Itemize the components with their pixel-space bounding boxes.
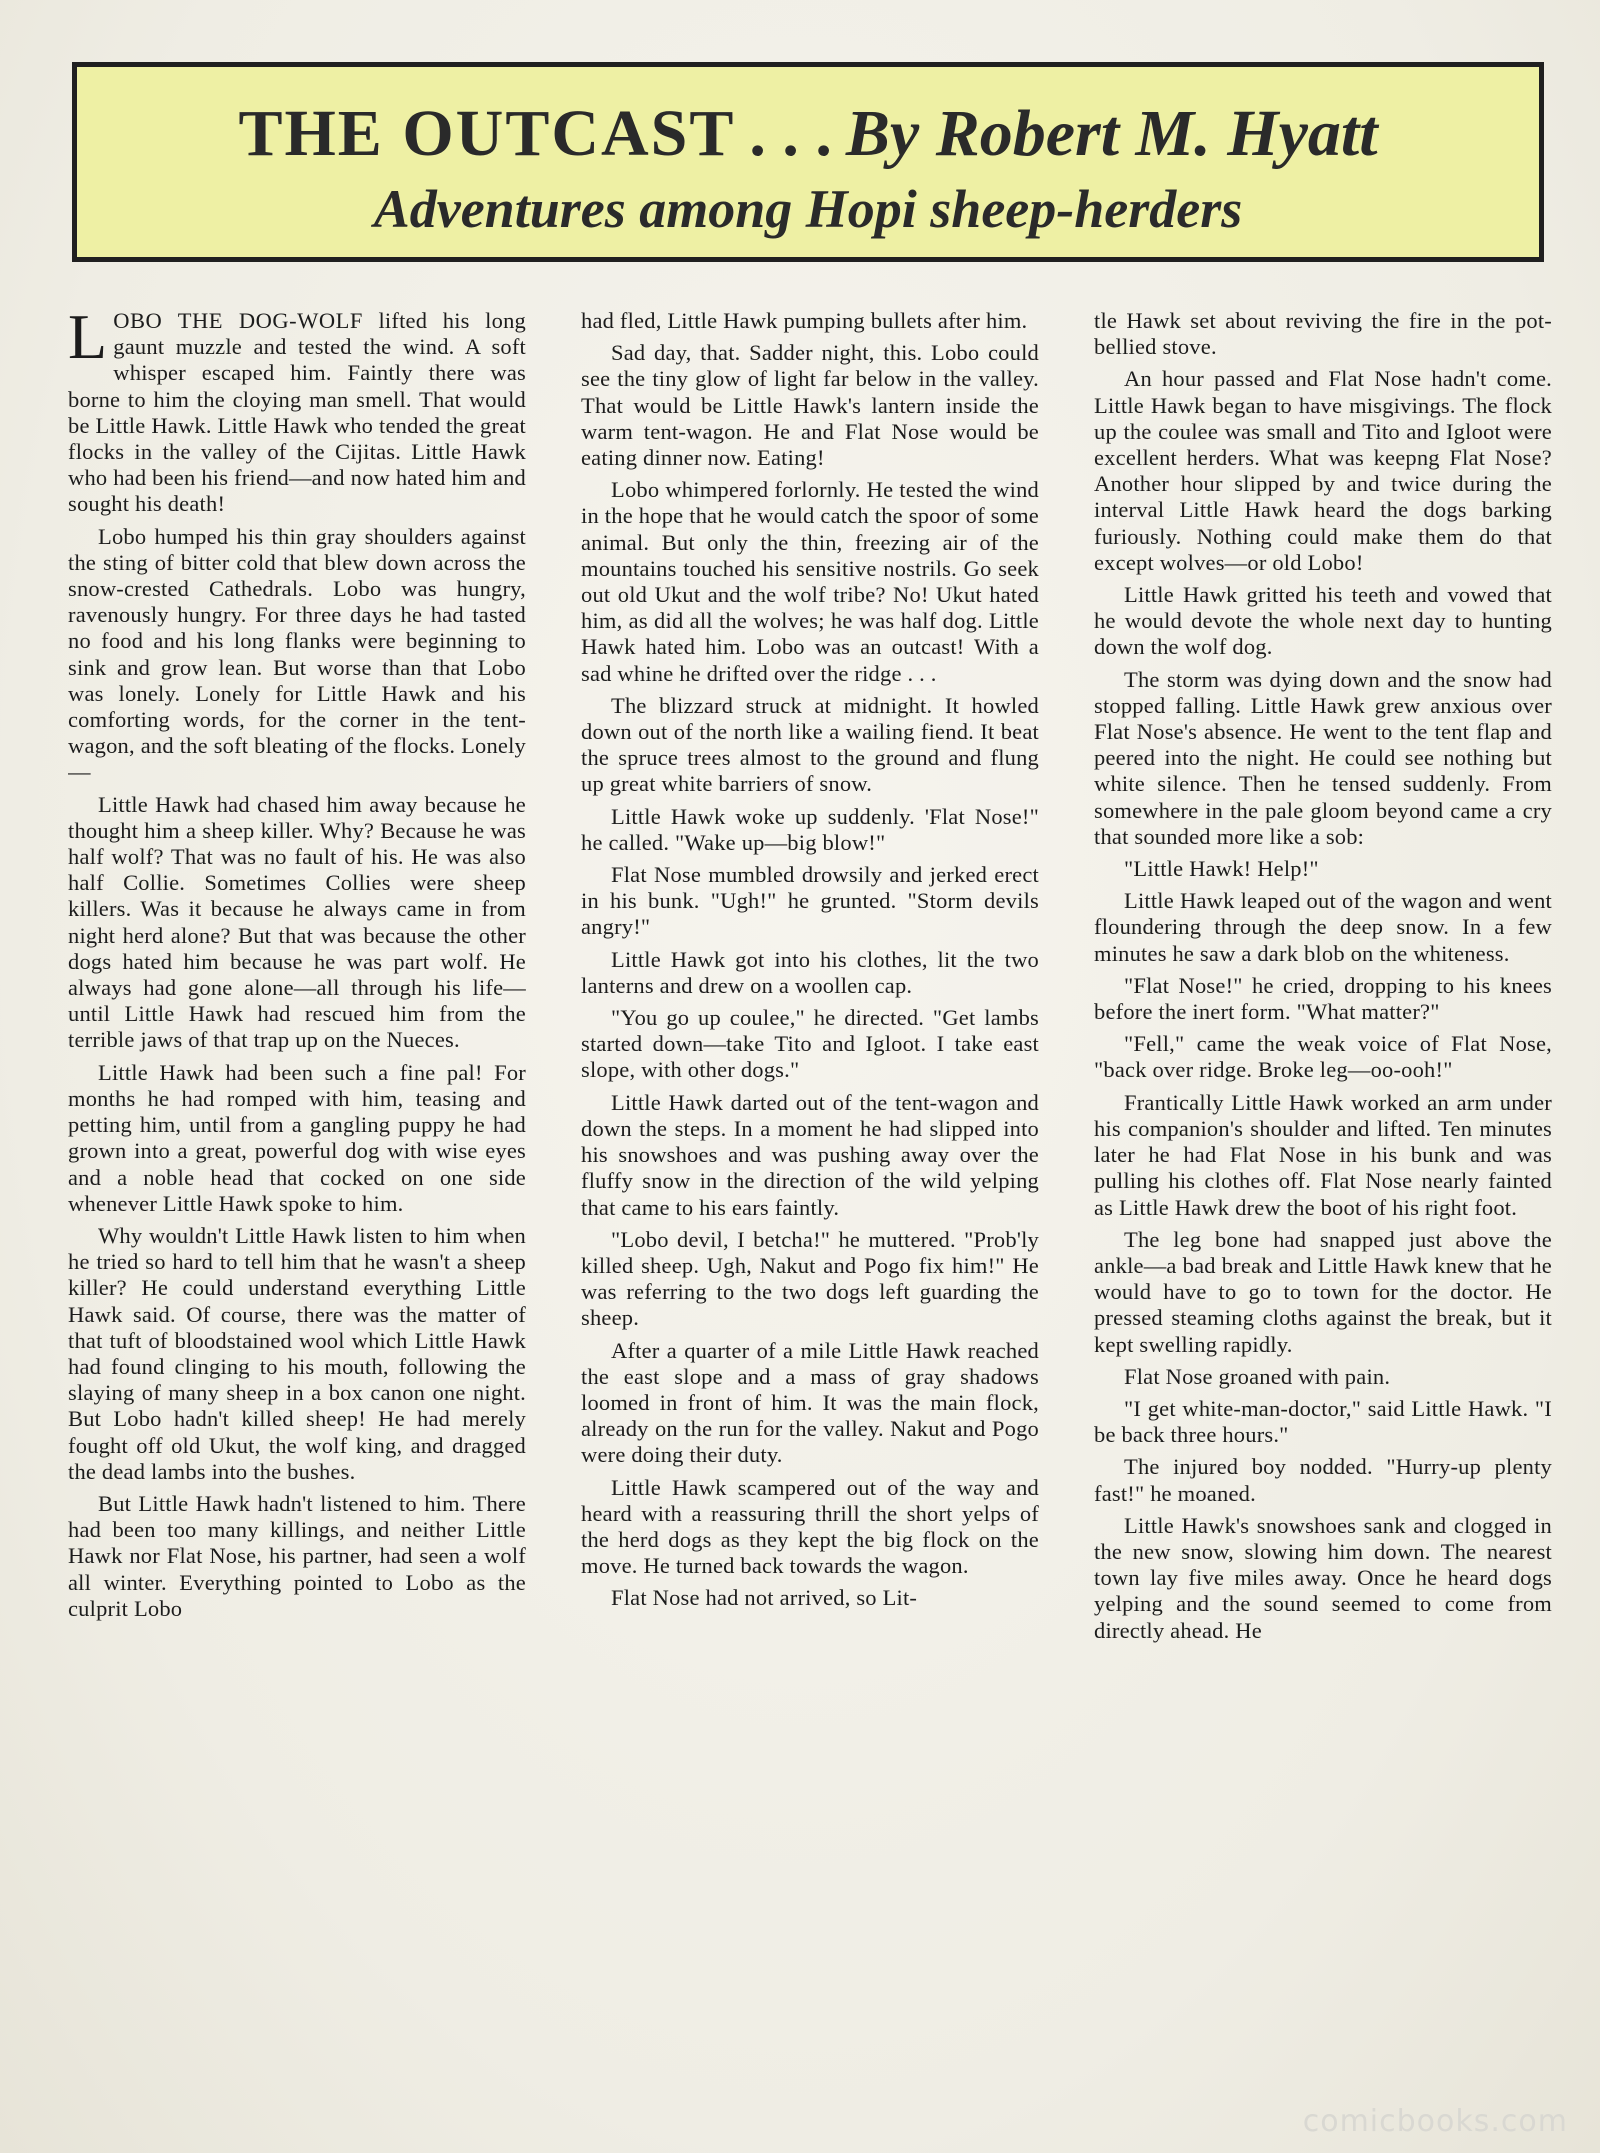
title-line xyxy=(77,97,1539,171)
paragraph: But Little Hawk hadn't listened to him. There had been too many killings, and neither Little Hawk nor Flat Nose, his partner, had seen a wolf all winter. Everything pointed to Lobo as the culprit Lobo xyxy=(68,1490,526,1621)
paragraph: "Flat Nose!" he cried, dropping to his knees before the inert form. "What matter?" xyxy=(1094,972,1552,1025)
paragraph: Little Hawk got into his clothes, lit the two lanterns and drew on a woollen cap. xyxy=(581,946,1039,998)
paragraph-text: lifted his long gaunt muzzle and tested the wind. A soft whisper escaped him. Faintly there was borne to him the cloying man smell. That would be Little Hawk. Little Hawk who tended the great flocks in the valley of the Cijitas. Little Hawk who had been his friend—and now hated him and sought his death! xyxy=(68,308,526,517)
paragraph: "You go up coulee," he directed. "Get lambs started down—take Tito and Igloot. I take east slope, with other dogs." xyxy=(581,1005,1039,1083)
paragraph: Sad day, that. Sadder night, this. Lobo could see the tiny glow of light far below in the valley. That would be Little Hawk's lantern inside the warm tent-wagon. He and Flat Nose would be eating dinner now. Eating! xyxy=(581,340,1039,471)
paragraph: Flat Nose groaned with pain. xyxy=(1124,1363,1391,1389)
column-1 xyxy=(68,308,526,2088)
column-2 xyxy=(581,308,1039,2088)
title-banner xyxy=(72,62,1544,262)
column-3 xyxy=(1094,308,1552,2088)
paragraph: Little Hawk leaped out of the wagon and went floundering through the deep snow. In a few minutes he saw a dark blob on the whiteness. xyxy=(1094,888,1552,966)
paragraph: The storm was dying down and the snow had stopped falling. Little Hawk grew anxious over Flat Nose's absence. He went to the tent flap and peered into the night. He could see nothing but white silence. Then he tensed suddenly. From somewhere in the pale gloom beyond came a cry that sounded more like a sob: xyxy=(1094,666,1552,849)
paragraph: Little Hawk had been such a fine pal! For months he had romped with him, teasing and petting him, until from a gangling puppy he had grown into a great, powerful dog with wise eyes and a noble head that cocked on one side whenever Little Hawk spoke to him. xyxy=(68,1059,526,1216)
paragraph: "Lobo devil, I betcha!" he muttered. "Prob'ly killed sheep. Ugh, Nakut and Pogo fix him!" He was referring to the two dogs left guarding the sheep. xyxy=(581,1226,1039,1331)
paragraph: Lobo whimpered forlornly. He tested the wind in the hope that he would catch the spoor of some animal. But only the thin, freezing air of the mountains touched his sensitive nostrils. Go seek out old Ukut and the wolf tribe? No! Ukut hated him, as did all the wolves; he was half dog. Little Hawk hated him. Lobo was an outcast! With a sad whine he drifted over the ridge . . . xyxy=(581,477,1039,686)
paragraph: Lobo humped his thin gray shoulders against the sting of bitter cold that blew down across the snow-crested Cathedrals. Lobo was hungry, ravenously hungry. For three days he had tasted no food and his long flanks were beginning to sink and grow lean. But worse than that Lobo was lonely. Lonely for Little Hawk and his comforting words, for the corner in the tent-wagon, and the soft bleating of the flocks. Lonely— xyxy=(68,523,526,785)
drop-cap: L xyxy=(68,308,108,372)
lead-in: OBO THE DOG-WOLF xyxy=(113,308,363,333)
paragraph: Little Hawk woke up suddenly. 'Flat Nose!" he called. "Wake up—big blow!" xyxy=(581,803,1039,855)
paragraph: "Fell," came the weak voice of Flat Nose, "back over ridge. Broke leg—oo-ooh!" xyxy=(1094,1031,1552,1083)
paragraph: An hour passed and Flat Nose hadn't come. Little Hawk began to have misgivings. The flock up the coulee was small and Tito and Igloot were excellent herders. What was keepng Flat Nose? Another hour slipped by and twice during the interval Little Hawk heard the dogs barking furiously. Nothing could make them do that except wolves—or old Lobo! xyxy=(1094,366,1552,575)
paragraph: Little Hawk had chased him away because he thought him a sheep killer. Why? Because he was half wolf? That was no fault of his. He was also half Collie. Sometimes Collies were sheep killers. Was it because he always came in from night herd alone? But that was because the other dogs hated him because he was part wolf. He always had gone alone—all through his life—until Little Hawk had rescued him from the terrible jaws of that trap up on the Nueces. xyxy=(68,791,526,1053)
paragraph: "Little Hawk! Help!" xyxy=(1124,856,1319,882)
paragraph: "I get white-man-doctor," said Little Hawk. "I be back three hours." xyxy=(1094,1395,1552,1448)
paragraph: tle Hawk set about reviving the fire in the pot-bellied stove. xyxy=(1094,308,1552,360)
paragraph: Little Hawk darted out of the tent-wagon and down the steps. In a moment he had slipped into his snowshoes and was pushing away over the fluffy snow in the direction of the wild yelping that came to his ears faintly. xyxy=(581,1089,1039,1220)
site-watermark: comicbooks.com xyxy=(1302,2104,1568,2139)
paragraph: Flat Nose mumbled drowsily and jerked erect in his bunk. "Ugh!" he grunted. "Storm devils angry!" xyxy=(581,862,1039,940)
paragraph: Little Hawk's snowshoes sank and clogged in the new snow, slowing him down. The nearest town lay five miles away. Once he heard dogs yelping and the sound seemed to come from directly ahead. He xyxy=(1094,1512,1552,1643)
paragraph xyxy=(68,308,526,518)
paragraph: Little Hawk gritted his teeth and vowed that he would devote the whole next day to hunting down the wolf dog. xyxy=(1094,582,1552,660)
paragraph: The leg bone had snapped just above the ankle—a bad break and Little Hawk knew that he would have to go to town for the doctor. He pressed steaming cloths against the break, but it kept swelling rapidly. xyxy=(1094,1226,1552,1357)
paragraph: After a quarter of a mile Little Hawk reached the east slope and a mass of gray shadows loomed in front of him. It was the main flock, already on the run for the valley. Nakut and Pogo were doing their duty. xyxy=(581,1337,1039,1468)
paragraph: Frantically Little Hawk worked an arm under his companion's shoulder and lifted. Ten minutes later he had Flat Nose in his bunk and was pulling his clothes off. Flat Nose nearly fainted as Little Hawk drew the boot of his right foot. xyxy=(1094,1089,1552,1220)
paragraph: had fled, Little Hawk pumping bullets after him. xyxy=(581,308,1028,333)
paragraph: Flat Nose had not arrived, so Lit- xyxy=(611,1585,918,1611)
paragraph: The blizzard struck at midnight. It howled down out of the north like a wailing fiend. It beat the spruce trees almost to the ground and flung up great white barriers of snow. xyxy=(581,692,1039,797)
story-title: THE OUTCAST xyxy=(238,97,736,170)
paragraph: Why wouldn't Little Hawk listen to him when he tried so hard to tell him that he wasn't a sheep killer? He could understand everything Little Hawk said. Of course, there was the matter of that tuft of bloodstained wool which Little Hawk had found clinging to his mouth, following the slaying of many sheep in a box canon one night. But Lobo hadn't killed sheep! He had merely fought off old Ukut, the wolf king, and dragged the dead lambs into the bushes. xyxy=(68,1222,526,1484)
title-ellipsis: . . . xyxy=(749,97,832,170)
paragraph: The injured boy nodded. "Hurry-up plenty fast!" he moaned. xyxy=(1094,1454,1552,1506)
story-author: By Robert M. Hyatt xyxy=(845,97,1378,170)
story-subtitle: Adventures among Hopi sheep-herders xyxy=(373,179,1243,239)
article-body xyxy=(68,308,1552,2088)
paragraph: Little Hawk scampered out of the way and heard with a reassuring thrill the short yelps of the herd dogs as they kept the big flock on the move. He turned back towards the wagon. xyxy=(581,1474,1039,1579)
